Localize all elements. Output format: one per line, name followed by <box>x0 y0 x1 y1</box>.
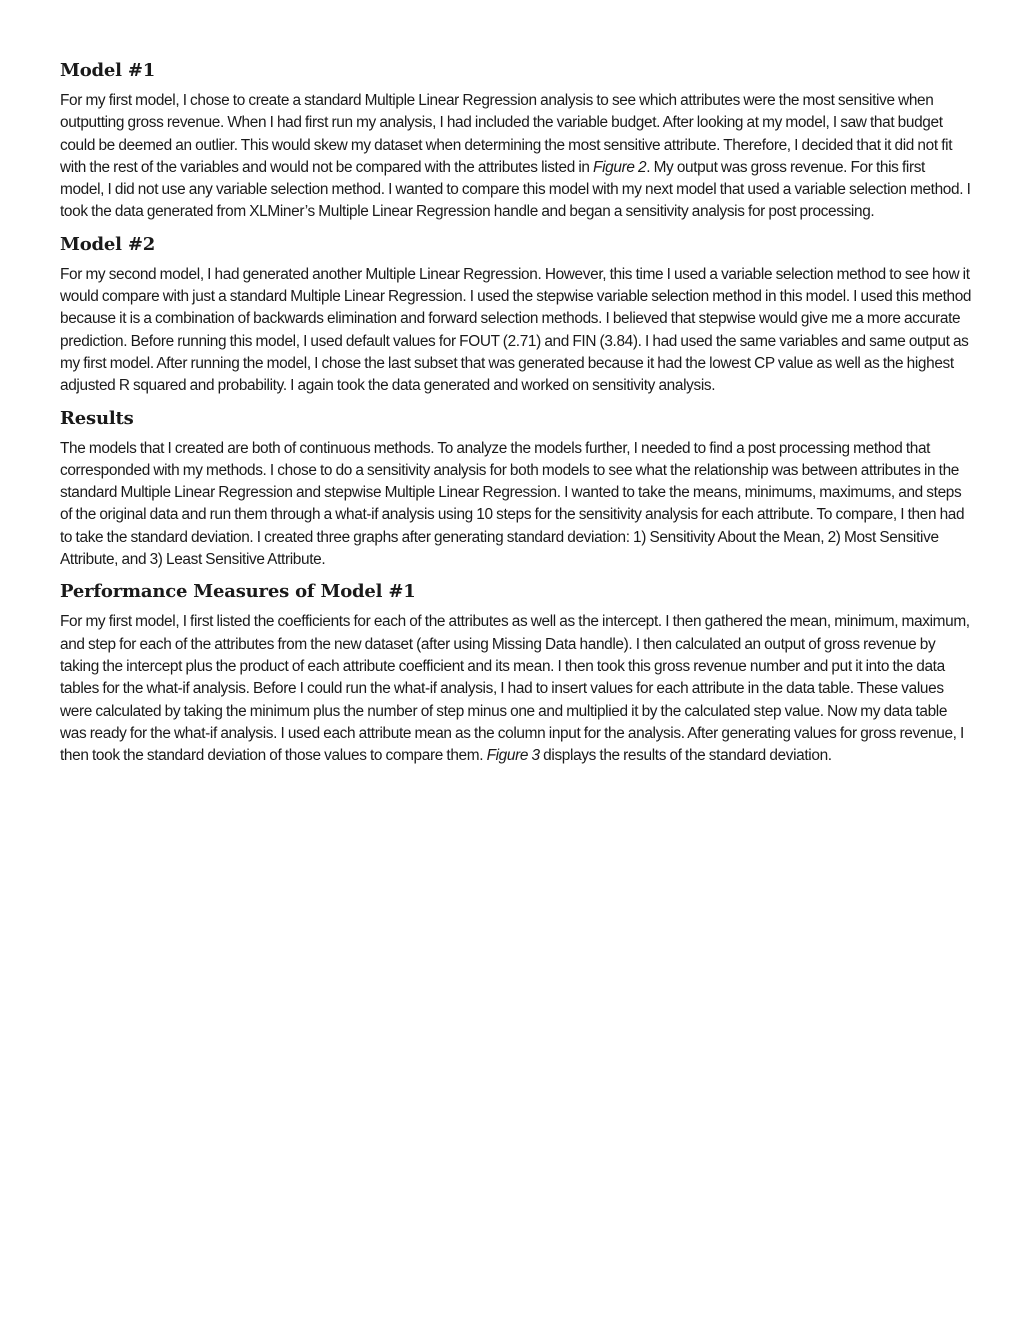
paragraph-results: The models that I created are both of continuous methods. To analyze the models further, I needed to find a post processing method that corresponded with my methods. I chose to do a sensitivity analysis for both models to see what the relationship was between attributes in the standard Multiple Linear Regression and stepwise Multiple Linear Regression. I wanted to take the means, minimums, maximums, and steps of the original data and run them through a what-if analysis using 10 steps for the sensitivity analysis for each attribute. To compare, I then had to take the standard deviation. I created three graphs after generating standard deviation: 1) Sensitivity About the Mean, 2) Most Sensitive Attribute, and 3) Least Sensitive Attribute. <box>60 439 965 569</box>
paragraph-performance-part-2: displays the results of the standard deviation. <box>539 747 832 765</box>
paragraph-model-1-part-2: . My output was gross revenue. For this first model, I did not use any variable selection method. I wanted to compare this model with my next model that used a variable selection method. I took the data generated from XLMiner’s Multiple Linear Regression handle and began a sensitivity analysis for post processing. <box>60 158 971 221</box>
paragraph-model-1-part-1: For my first model, I chose to create a standard Multiple Linear Regression analysis to see which attributes were the most sensitive when outputting gross revenue. When I had first run my analysis, I had included the variable budget. After looking at my model, I saw that budget could be deemed an outlier. This would skew my dataset when determining the most sensitive attribute. Therefore, I decided that it did not fit with the rest of the variables and would not be compared with the attributes listed in <box>60 92 953 176</box>
heading-results: Results <box>60 407 134 429</box>
document-page <box>60 58 972 775</box>
heading-model-1: Model #1 <box>60 60 156 81</box>
figure-2-reference: Figure 2 <box>593 158 647 176</box>
section-model-2 <box>60 232 972 398</box>
section-performance-measures <box>60 579 972 767</box>
section-model-1 <box>60 58 972 224</box>
paragraph-performance-part-1: For my first model, I first listed the coefficients for each of the attributes as well as the intercept. I then gathered the mean, minimum, maximum, and step for each of the attributes from the new dataset (after using Missing Data handle). I then calculated an output of gross revenue by taking the intercept plus the product of each attribute coefficient and its mean. I then took this gross revenue number and put it into the data tables for the what-if analysis. Before I could run the what-if analysis, I had to insert values for each attribute in the data table. These values were calculated by taking the minimum plus the number of step minus one and multiplied it by the calculated step value. Now my data table was ready for the what-if analysis. I used each attribute mean as the column input for the analysis. After generating values for gross revenue, I then took the standard deviation of those values to compare them. <box>60 613 970 765</box>
heading-performance-measures: Performance Measures of Model #1 <box>60 581 416 603</box>
figure-3-reference: Figure 3 <box>486 747 540 765</box>
heading-model-2: Model #2 <box>60 233 156 255</box>
paragraph-performance-measures <box>60 611 972 767</box>
paragraph-model-2: For my second model, I had generated another Multiple Linear Regression. However, this time I used a variable selection method to see how it would compare with just a standard Multiple Linear Regression. I used the stepwise variable selection method in this model. I used this method because it is a combination of backwards elimination and forward selection methods. I believed that stepwise would give me a more accurate prediction. Before running this model, I used default values for FOUT (2.71) and FIN (3.84). I had used the same variables and same output as my first model. After running the model, I chose the last subset that was generated because it had the lowest CP value as well as the highest adjusted R squared and probability. I again took the data generated and worked on sensitivity analysis. <box>60 265 972 395</box>
section-results <box>60 406 972 572</box>
paragraph-model-1 <box>60 90 972 224</box>
